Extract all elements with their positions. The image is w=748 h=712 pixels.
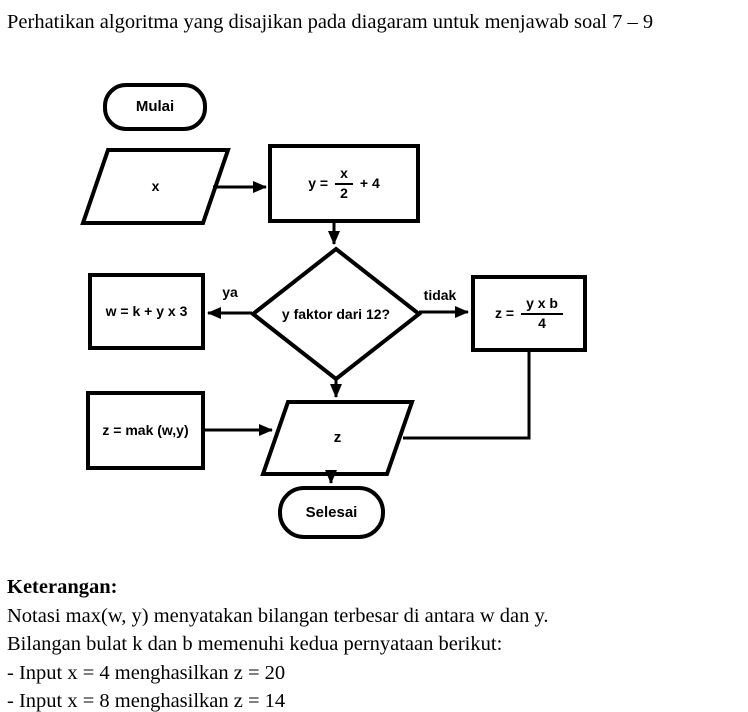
- end-label: Selesai: [305, 503, 358, 521]
- branch-no-label: tidak: [423, 286, 457, 303]
- formula-z-denominator: 4: [538, 314, 546, 331]
- formula-y-lhs: y =: [308, 175, 329, 192]
- formula-y-suffix: + 4: [359, 175, 380, 192]
- yes-box-label: w = k + y x 3: [105, 303, 188, 320]
- notes-line-2: Bilangan bulat k dan b memenuhi kedua pernyataan berikut:: [7, 633, 503, 655]
- output-z-label: z: [333, 429, 342, 447]
- decision-label: y faktor dari 12?: [281, 305, 391, 322]
- formula-z-numerator: y x b: [521, 296, 563, 314]
- notes-line-3: - Input x = 4 menghasilkan z = 20: [7, 661, 286, 684]
- notes-heading: Keterangan:: [7, 576, 118, 598]
- notes-line-4: - Input x = 8 menghasilkan z = 14: [7, 690, 286, 712]
- no-box-formula: [473, 277, 585, 350]
- formula-y-denominator: 2: [340, 184, 348, 201]
- notes-block: [7, 573, 549, 712]
- max-box-label: z = mak (w,y): [102, 422, 189, 439]
- formula-y-numerator: x: [335, 166, 353, 184]
- compute-y-formula: [270, 146, 418, 221]
- notes-line-1: Notasi max(w, y) menyatakan bilangan terbesar di antara w dan y.: [7, 604, 549, 627]
- input-x-label: x: [151, 178, 160, 195]
- line-nobox-to-output: [403, 352, 529, 438]
- formula-z-fraction: [521, 296, 563, 331]
- question-title: Perhatikan algoritma yang disajikan pada diagaram untuk menjawab soal 7 – 9: [7, 11, 654, 33]
- branch-yes-label: ya: [222, 283, 238, 300]
- start-label: Mulai: [135, 98, 175, 116]
- formula-z-lhs: z =: [495, 305, 515, 322]
- formula-y-fraction: [335, 166, 353, 201]
